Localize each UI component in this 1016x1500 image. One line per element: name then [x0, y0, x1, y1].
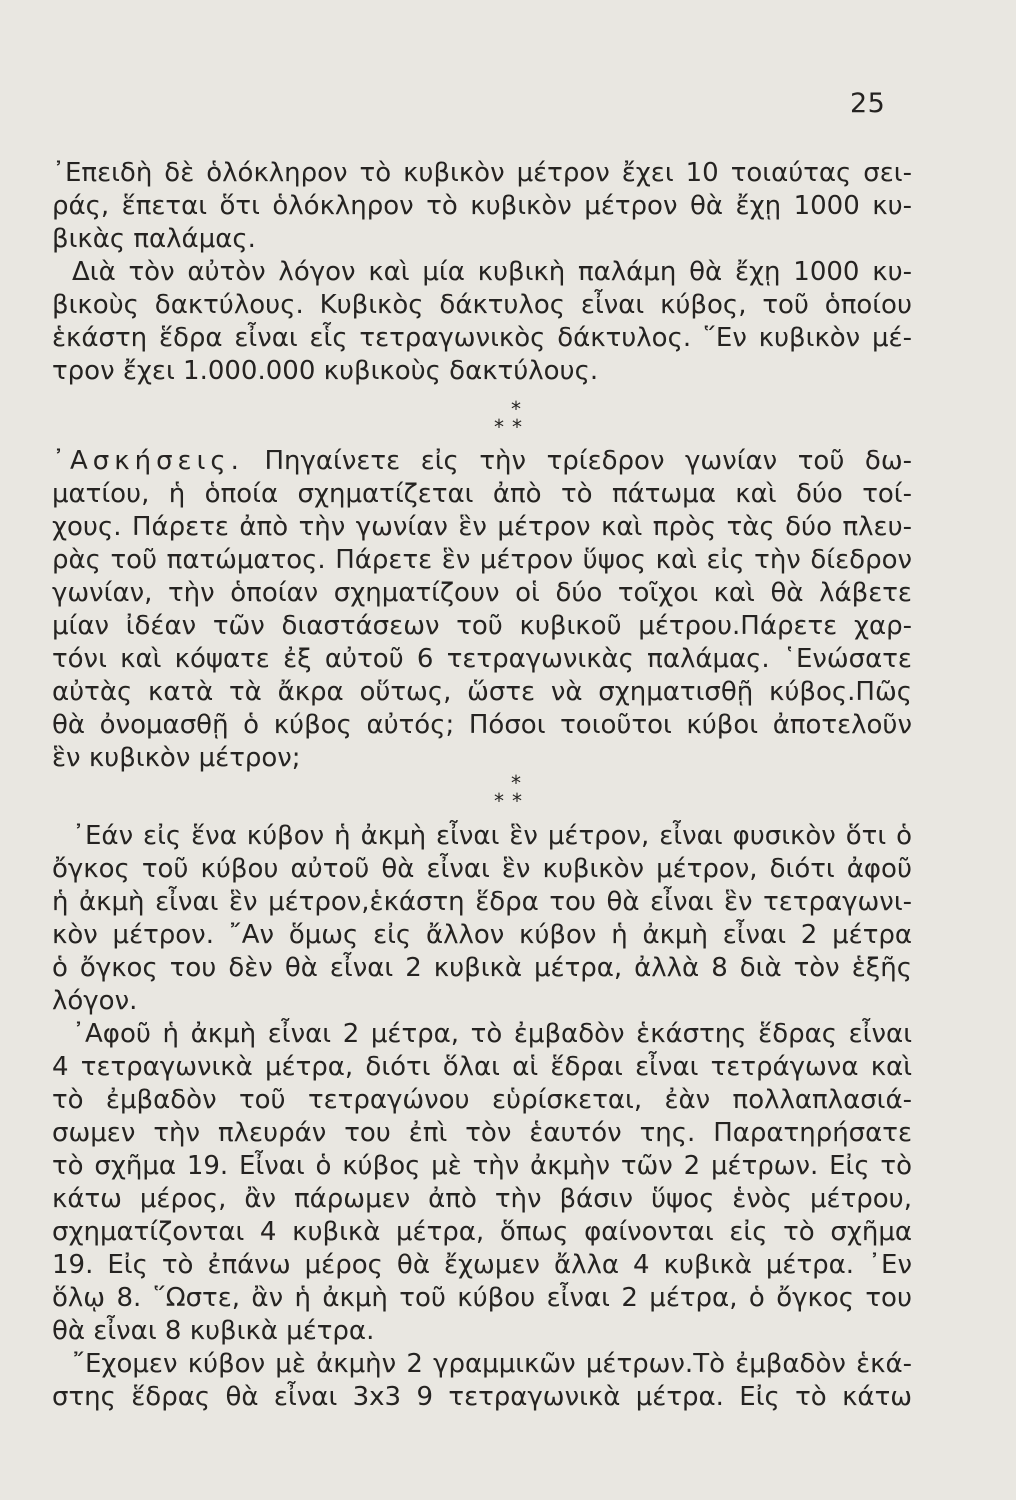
exercises-line-6: μίαν ἰδέαν τῶν διαστάσεων τοῦ κυβικοῦ μέτρου.Πάρετε χαρ- [52, 611, 912, 641]
asterism-glyph: * [511, 771, 521, 795]
exercises-line-2: ματίου, ἡ ὁποία σχηματίζεται ἀπὸ τὸ πάτωμα καὶ δύο τοί- [52, 479, 912, 509]
paragraph-3-line-5: ὁ ὄγκος του δὲν θὰ εἶναι 2 κυβικὰ μέτρα, ἀλλὰ 8 διὰ τὸν ἑξῆς [52, 953, 912, 983]
paragraph-5-line-2: στης ἕδρας θὰ εἶναι 3x3 9 τετραγωνικὰ μέτρα. Εἰς τὸ κάτω [52, 1382, 912, 1412]
paragraph-4-line-9: ὅλῳ 8. ῞Ωστε, ἂν ἡ ἀκμὴ τοῦ κύβου εἶναι 2 μέτρα, ὁ ὄγκος του [52, 1283, 912, 1313]
exercises-first-line-text: Πηγαίνετε εἰς τὴν τρίεδρον γωνίαν τοῦ δω- [264, 446, 912, 476]
paragraph-4-line-10: θὰ εἶναι 8 κυβικὰ μέτρα. [52, 1316, 375, 1346]
paragraph-4-line-8: 19. Εἰς τὸ ἐπάνω μέρος θὰ ἔχωμεν ἄλλα 4 κυβικὰ μέτρα. ᾿Εν [52, 1250, 912, 1280]
paragraph-1-line-3: βικὰς παλάμας. [52, 224, 256, 254]
asterism-separator [0, 771, 1016, 813]
exercises-line-7: τόνι καὶ κόψατε ἐξ αὐτοῦ 6 τετραγωνικὰς παλάμας. ῾Ενώσατε [52, 644, 912, 674]
asterism-glyph: ** [494, 789, 530, 813]
paragraph-3-line-2: ὄγκος τοῦ κύβου αὐτοῦ θὰ εἶναι ἓν κυβικὸν μέτρον, διότι ἀφοῦ [52, 854, 912, 884]
exercises-line-3: χους. Πάρετε ἀπὸ τὴν γωνίαν ἓν μέτρον καὶ πρὸς τὰς δύο πλευ- [52, 512, 912, 542]
paragraph-4-line-1: ᾿Αφοῦ ἡ ἀκμὴ εἶναι 2 μέτρα, τὸ ἐμβαδὸν ἑκάστης ἕδρας εἶναι [72, 1019, 912, 1049]
exercises-heading: ᾿Ασκήσεις. [52, 446, 244, 476]
paragraph-4-line-6: κάτω μέρος, ἂν πάρωμεν ἀπὸ τὴν βάσιν ὕψος ἑνὸς μέτρου, [52, 1184, 912, 1214]
paragraph-2-line-4: τρον ἔχει 1.000.000 κυβικοὺς δακτύλους. [52, 356, 599, 386]
paragraph-1-line-1: ᾿Επειδὴ δὲ ὁλόκληρον τὸ κυβικὸν μέτρον ἔχει 10 τοιαύτας σει- [52, 158, 912, 188]
paragraph-2-line-2: βικοὺς δακτύλους. Κυβικὸς δάκτυλος εἶναι κύβος, τοῦ ὁποίου [52, 290, 912, 320]
exercises-line-10: ἓν κυβικὸν μέτρον; [52, 743, 301, 773]
paragraph-3-line-3: ἡ ἀκμὴ εἶναι ἓν μέτρον,ἑκάστη ἕδρα του θὰ εἶναι ἓν τετραγωνι- [52, 887, 912, 917]
exercises-line-4: ρὰς τοῦ πατώματος. Πάρετε ἓν μέτρον ὕψος καὶ εἰς τὴν δίεδρον [52, 545, 912, 575]
exercises-line-1 [52, 445, 912, 478]
asterism-glyph: ** [494, 415, 530, 439]
exercises-line-9: θὰ ὀνομασθῇ ὁ κύβος αὐτός; Πόσοι τοιοῦτοι κύβοι ἀποτελοῦν [52, 710, 912, 740]
paragraph-4-line-3: τὸ ἐμβαδὸν τοῦ τετραγώνου εὑρίσκεται, ἐὰν πολλαπλασιά- [52, 1085, 912, 1115]
asterism-glyph: * [511, 397, 521, 421]
paragraph-3-line-1: ᾿Εάν εἰς ἕνα κύβον ἡ ἀκμὴ εἶναι ἓν μέτρον, εἶναι φυσικὸν ὅτι ὁ [72, 821, 912, 851]
paragraph-4-line-5: τὸ σχῆμα 19. Εἶναι ὁ κύβος μὲ τὴν ἀκμὴν τῶν 2 μέτρων. Εἰς τὸ [52, 1151, 912, 1181]
paragraph-3-line-6: λόγον. [52, 986, 138, 1016]
paragraph-4-line-7: σχηματίζονται 4 κυβικὰ μέτρα, ὅπως φαίνονται εἰς τὸ σχῆμα [52, 1217, 912, 1247]
paragraph-4-line-2: 4 τετραγωνικὰ μέτρα, διότι ὅλαι αἱ ἕδραι εἶναι τετράγωνα καὶ [52, 1052, 912, 1082]
asterism-separator [0, 397, 1016, 439]
paragraph-2-line-3: ἑκάστη ἕδρα εἶναι εἷς τετραγωνικὸς δάκτυλος. ῞Εν κυβικὸν μέ- [52, 323, 912, 353]
paragraph-5-line-1: ῎Εχομεν κύβον μὲ ἀκμὴν 2 γραμμικῶν μέτρων.Τὸ ἐμβαδὸν ἑκά- [72, 1349, 912, 1379]
paragraph-4-line-4: σωμεν τὴν πλευράν του ἐπὶ τὸν ἑαυτόν της. Παρατηρήσατε [52, 1118, 912, 1148]
exercises-line-8: αὐτὰς κατὰ τὰ ἄκρα οὕτως, ὥστε νὰ σχηματισθῇ κύβος.Πῶς [52, 677, 912, 707]
exercises-line-5: γωνίαν, τὴν ὁποίαν σχηματίζουν οἱ δύο τοῖχοι καὶ θὰ λάβετε [52, 578, 912, 608]
paragraph-2-line-1: Διὰ τὸν αὐτὸν λόγον καὶ μία κυβικὴ παλάμη θὰ ἔχῃ 1000 κυ- [72, 257, 912, 287]
page-number: 25 [850, 88, 886, 119]
paragraph-3-line-4: κὸν μέτρον. ῎Αν ὅμως εἰς ἄλλον κύβον ἡ ἀκμὴ εἶναι 2 μέτρα [52, 920, 912, 950]
paragraph-1-line-2: ράς, ἕπεται ὅτι ὁλόκληρον τὸ κυβικὸν μέτρον θὰ ἔχῃ 1000 κυ- [52, 191, 912, 221]
